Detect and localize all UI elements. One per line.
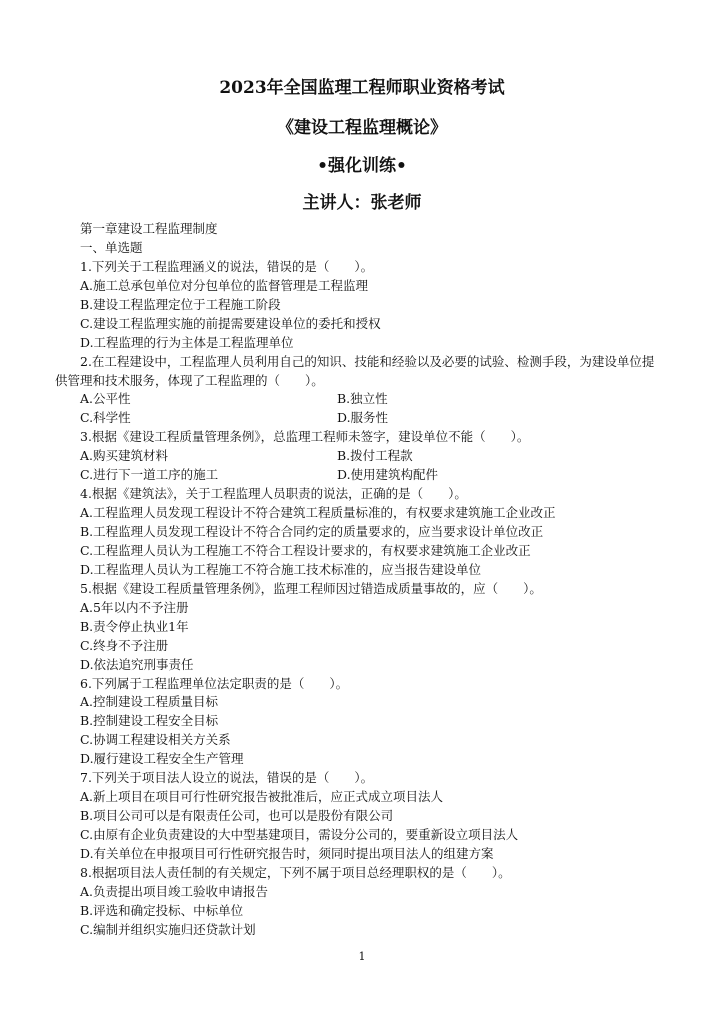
option-row: [55, 447, 670, 466]
option: A.新上项目在项目可行性研究报告被批准后，应正式成立项目法人: [80, 789, 444, 805]
option: A.5年以内不予注册: [80, 599, 189, 615]
chapter-heading: 第一章建设工程监理制度: [80, 221, 218, 236]
exam-title: 2023年全国监理工程师职业资格考试: [219, 78, 505, 98]
question: 7.下列关于项目法人设立的说法，错误的是（ ）。: [80, 770, 374, 786]
option: B.责令停止执业1年: [80, 618, 189, 634]
option: C.科学性: [80, 410, 131, 426]
option: B.项目公司可以是有限责任公司，也可以是股份有限公司: [80, 808, 394, 824]
option: D.履行建设工程安全生产管理: [80, 751, 244, 767]
option: D.使用建筑构配件: [337, 467, 439, 483]
option: D.有关单位在申报项目可行性研究报告时，须同时提出项目法人的组建方案: [80, 845, 494, 861]
lecturer: 主讲人：张老师: [302, 193, 422, 213]
subtitle: •强化训练•: [317, 156, 407, 176]
section-heading: 一、单选题: [80, 239, 143, 255]
document-body: [55, 220, 670, 940]
option-row: [55, 409, 670, 428]
option: B.评选和确定投标、中标单位: [80, 902, 244, 918]
option: B.控制建设工程安全目标: [80, 713, 219, 729]
question: 6.下列属于工程监理单位法定职责的是（ ）。: [80, 675, 349, 691]
page-number: 1: [358, 950, 366, 963]
option-row: [55, 466, 670, 485]
question: 2.在工程建设中，工程监理人员利用自己的知识、技能和经验以及必要的试验、检测手段，为建设单位提: [80, 353, 655, 369]
question-continued: 供管理和技术服务，体现了工程监理的（ ）。: [55, 372, 324, 388]
option: C.建设工程监理实施的前提需要建设单位的委托和授权: [80, 315, 381, 331]
option: A.工程监理人员发现工程设计不符合建筑工程质量标准的，有权要求建筑施工企业改正: [80, 505, 556, 521]
option: B.独立性: [337, 391, 388, 407]
option: D.工程监理的行为主体是工程监理单位: [80, 334, 294, 350]
option: C.协调工程建设相关方关系: [80, 732, 231, 748]
option: A.控制建设工程质量目标: [80, 694, 219, 710]
book-title: 《建设工程监理概论》: [277, 118, 447, 138]
option: D.工程监理人员认为工程施工不符合施工技术标准的，应当报告建设单位: [80, 561, 482, 577]
option: C.编制并组织实施归还贷款计划: [80, 921, 256, 937]
option: B.拨付工程款: [337, 448, 413, 464]
option: C.由原有企业负责建设的大中型基建项目，需设分公司的，要重新设立项目法人: [80, 827, 519, 842]
question: 8.根据项目法人责任制的有关规定，下列不属于项目总经理职权的是（ ）。: [80, 864, 511, 880]
question: 5.根据《建设工程质量管理条例》，监理工程师因过错造成质量事故的，应（ ）。: [80, 580, 542, 596]
option: A.公平性: [80, 391, 131, 407]
option: C.终身不予注册: [80, 637, 169, 653]
option: D.依法追究刑事责任: [80, 656, 194, 672]
question: 1.下列关于工程监理涵义的说法，错误的是（ ）。: [80, 258, 374, 274]
option: B.建设工程监理定位于工程施工阶段: [80, 296, 281, 312]
option: C.进行下一道工序的施工: [80, 467, 219, 483]
option: A.施工总承包单位对分包单位的监督管理是工程监理: [80, 277, 369, 293]
option-row: [55, 390, 670, 409]
option: C.工程监理人员认为工程施工不符合工程设计要求的，有权要求建筑施工企业改正: [80, 542, 531, 558]
option: B.工程监理人员发现工程设计不符合合同约定的质量要求的，应当要求设计单位改正: [80, 524, 544, 539]
question: 3.根据《建设工程质量管理条例》，总监理工程师未签字，建设单位不能（ ）。: [80, 429, 530, 445]
option: D.服务性: [337, 410, 389, 426]
question: 4.根据《建筑法》，关于工程监理人员职责的说法，正确的是（ ）。: [80, 486, 467, 502]
option: A.负责提出项目竣工验收申请报告: [80, 883, 269, 899]
option: A.购买建筑材料: [80, 448, 169, 464]
